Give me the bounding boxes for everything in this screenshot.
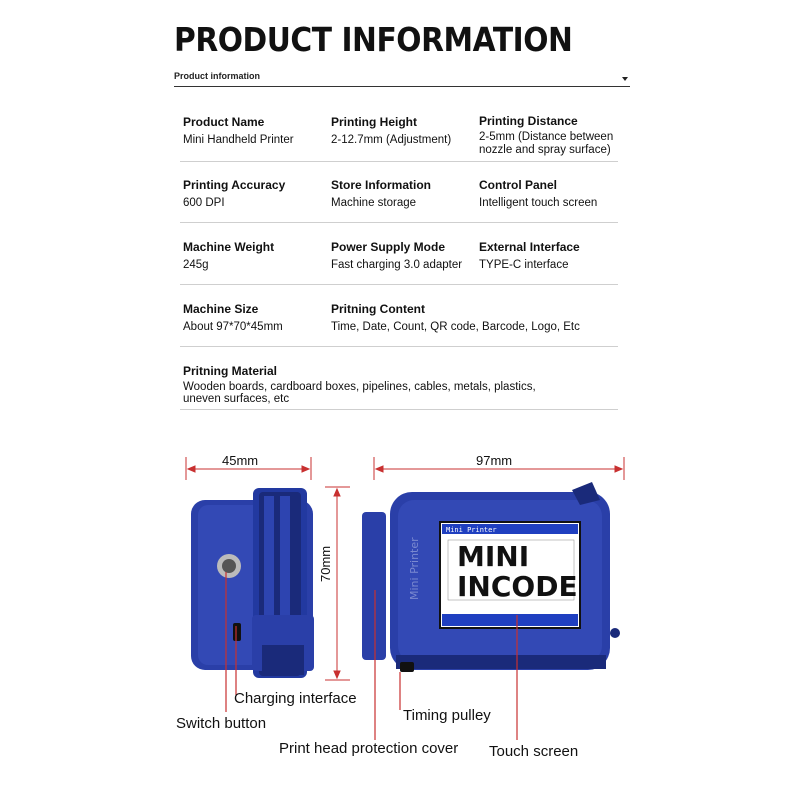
spec-printing-height: Printing Height 2-12.7mm (Adjustment) (331, 115, 452, 146)
height-dimension-label: 70mm (318, 545, 333, 582)
length-dimension-label: 97mm (476, 453, 513, 468)
screen-big-text-2: INCODE (457, 570, 578, 603)
spec-machine-size: Machine Size About 97*70*45mm (183, 302, 283, 333)
callout-touch-screen: Touch screen (489, 743, 579, 760)
spec-printing-material: Pritning Material Wooden boards, cardboard boxes, pipelines, cables, metals, plastics, uneven surfaces, etc (183, 364, 536, 405)
page-title: PRODUCT INFORMATION (174, 20, 573, 59)
spec-printing-accuracy: Printing Accuracy 600 DPI (183, 178, 286, 209)
width-dimension-label: 45mm (222, 453, 259, 468)
charging-port-icon (233, 623, 241, 641)
spec-machine-weight: Machine Weight 245g (183, 240, 275, 271)
callout-charging-interface: Charging interface (234, 690, 357, 707)
spec-external-interface: External Interface TYPE-C interface (479, 240, 580, 271)
spec-control-panel: Control Panel Intelligent touch screen (479, 178, 598, 209)
spec-power-supply: Power Supply Mode Fast charging 3.0 adapter (331, 240, 463, 271)
callout-print-head-cover: Print head protection cover (279, 740, 459, 757)
spec-store-information: Store Information Machine storage (331, 178, 432, 209)
callout-timing-pulley: Timing pulley (403, 707, 491, 724)
side-brand-text: Mini Printer (408, 537, 421, 600)
spec-printing-distance: Printing Distance 2-5mm (Distance between nozzle and spray surface) (479, 114, 614, 156)
callout-switch-button: Switch button (176, 715, 267, 732)
spec-product-name: Product Name Mini Handheld Printer (183, 115, 294, 146)
screen-big-text-1: MINI (457, 540, 530, 573)
front-view-device (362, 482, 620, 672)
screen-header-text: Mini Printer (446, 526, 497, 534)
side-view-device (191, 488, 314, 678)
spec-printing-content: Pritning Content Time, Date, Count, QR code, Barcode, Logo, Etc (331, 302, 580, 333)
section-label: Product information (174, 71, 260, 81)
